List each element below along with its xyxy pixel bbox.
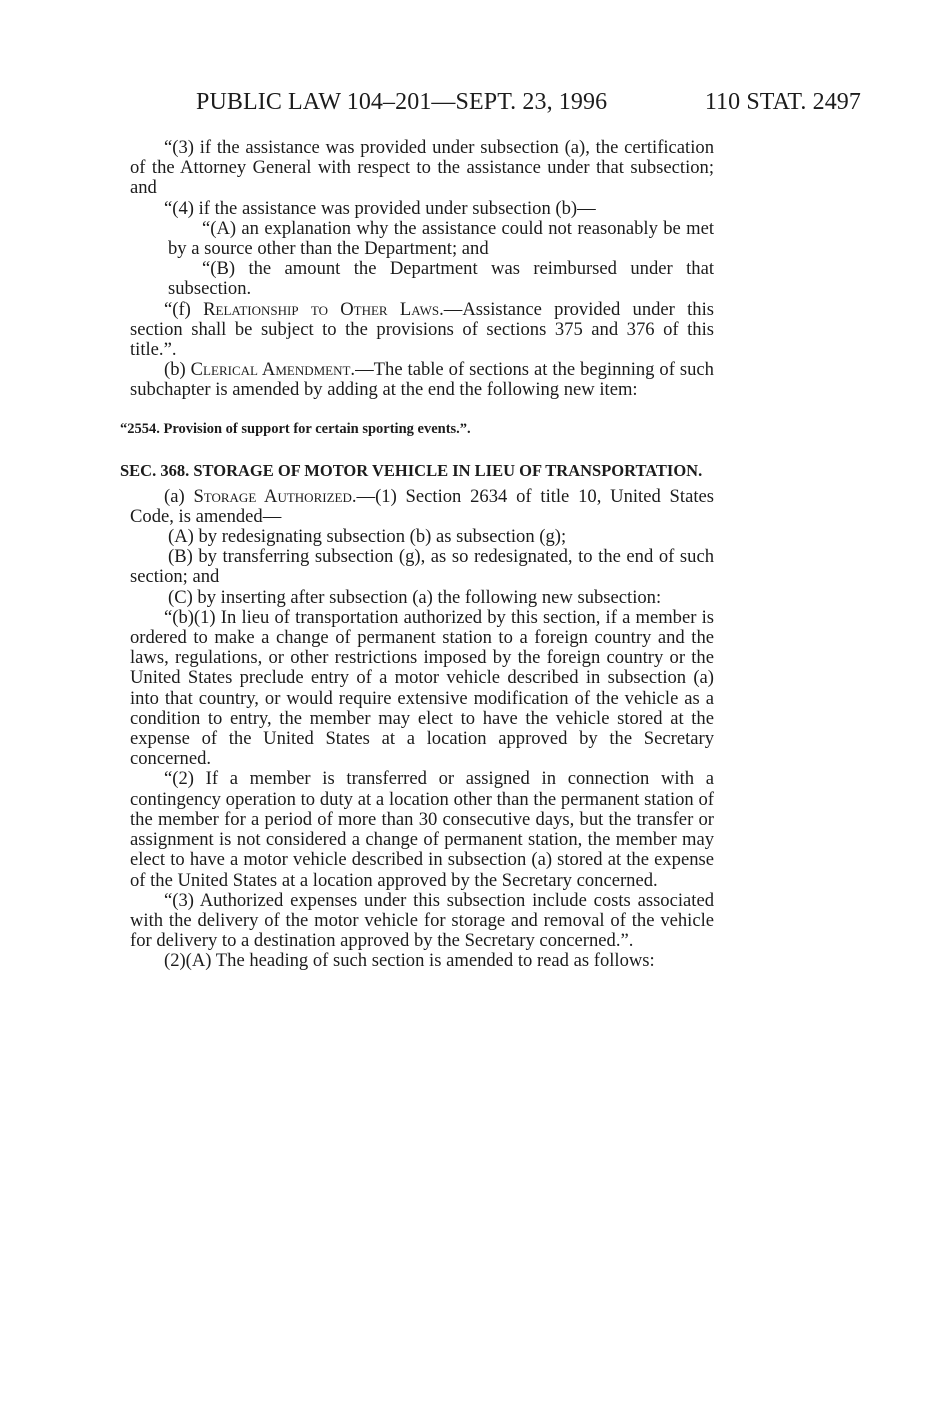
subsection-f <box>130 300 714 361</box>
clause-a: (A) by redesignating subsection (b) as subsection (g); <box>168 526 567 548</box>
subsection-b-clerical <box>130 360 714 400</box>
subsection-f-heading: Relationship to Other Laws. <box>203 298 444 320</box>
subsection-f-text: —Assistance provided under this section shall be subject to the provisions of sections 375 and 376 of this title.”. <box>130 298 715 361</box>
subsection-a-number: (a) <box>164 485 194 507</box>
statute-page-number: 110 STAT. 2497 <box>704 89 861 115</box>
document-body <box>120 137 715 972</box>
subsection-f-number: “(f) <box>164 298 204 320</box>
clause-b: (B) by transferring subsection (g), as so redesignated, to the end of such section; and <box>130 546 714 588</box>
paragraph-4: “(4) if the assistance was provided under subsection (b)— <box>164 197 596 219</box>
public-law-citation: PUBLIC LAW 104–201—SEPT. 23, 1996 <box>196 89 608 115</box>
paragraph-2a-heading-amendment: (2)(A) The heading of such section is amended to read as follows: <box>164 950 655 972</box>
subsection-a-text: —(1) Section 2634 of title 10, United States Code, is amended— <box>130 485 714 527</box>
subsection-a-heading: Storage Authorized. <box>193 485 357 507</box>
subsection-a-storage <box>130 487 714 527</box>
new-subsection-b1: “(b)(1) In lieu of transportation authorized by this section, if a member is ordered to make a change of permanent station to a foreign country and the laws, regulations, or other restrictions imposed by the foreign country or the United States preclude entry of a motor vehicle described in subsection (a) into that country, or would require extensive modification of the vehicle as a condition to entry, the member may elect to have the vehicle stored at the expense of the United States at a location approved by the Secretary concerned. <box>130 606 714 770</box>
subsection-b-text: —The table of sections at the beginning of such subchapter is amended by adding at the end the following new item: <box>130 359 714 401</box>
table-of-sections-item: “2554. Provision of support for certain sporting events.”. <box>120 420 471 437</box>
new-paragraph-3: “(3) Authorized expenses under this subsection include costs associated with the delivery of the motor vehicle for storage and removal of the vehicle for delivery to a destination approved by the Secretary concerned.”. <box>130 889 714 952</box>
subparagraph-4a: “(A) an explanation why the assistance could not reasonably be met by a source other than the Department; and <box>168 217 714 260</box>
clause-c: (C) by inserting after subsection (a) the following new subsection: <box>168 586 662 608</box>
subparagraph-4b: “(B) the amount the Department was reimbursed under that subsection. <box>168 258 714 300</box>
section-heading: SEC. 368. STORAGE OF MOTOR VEHICLE IN LIEU OF TRANSPORTATION. <box>120 460 703 480</box>
new-paragraph-2: “(2) If a member is transferred or assigned in connection with a contingency operation to duty at a location other than the permanent station of the member for a period of more than 30 consecutive days, but the transfer or assignment is not considered a change of permanent station, the member may elect to have a motor vehicle described in subsection (a) stored at the expense of the United States at a location approved by the Secretary concerned. <box>130 768 714 891</box>
subsection-b-number: (b) <box>164 359 191 381</box>
subsection-b-heading: Clerical Amendment. <box>190 359 356 381</box>
paragraph-3-certification: “(3) if the assistance was provided under subsection (a), the certification of the Attorney General with respect to the assistance under that subsection; and <box>130 137 714 199</box>
page-header <box>196 85 861 119</box>
